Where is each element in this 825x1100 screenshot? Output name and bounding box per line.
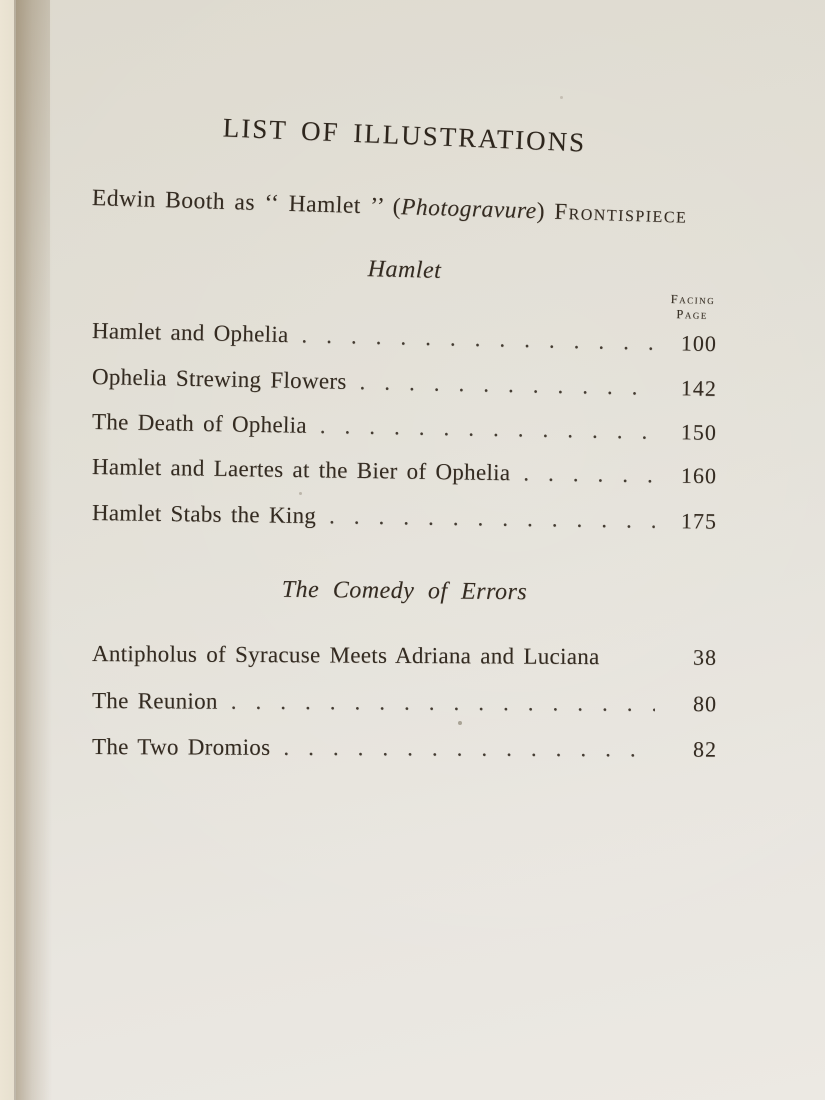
facing-page-number: 160 <box>680 462 718 489</box>
illustration-row <box>92 365 717 400</box>
page-title: LIST OF ILLUSTRATIONS <box>222 112 587 158</box>
paper-speck <box>299 492 302 495</box>
frontispiece-placement: Frontispiece <box>554 198 688 228</box>
section-heading-hamlet: Hamlet <box>367 256 442 284</box>
paper-speck <box>560 96 563 99</box>
illustration-row <box>92 501 717 533</box>
illustration-row <box>92 642 717 669</box>
illustration-row <box>92 735 717 761</box>
illustration-title: Hamlet Stabs the King <box>91 500 317 529</box>
dot-leader <box>320 414 655 443</box>
facing-label-line2: Page <box>676 307 709 322</box>
illustration-row <box>92 689 717 715</box>
dot-leader <box>523 461 655 486</box>
illustration-row <box>92 455 717 487</box>
facing-page-number: 100 <box>680 330 718 357</box>
illustration-title: The Death of Ophelia <box>91 409 308 438</box>
illustration-title: The Two Dromios <box>91 734 271 760</box>
facing-label-line1: Facing <box>670 291 716 307</box>
illustration-title: Hamlet and Laertes at the Bier of Ophelia <box>91 454 511 486</box>
facing-page-number: 80 <box>692 691 718 717</box>
illustration-title: Ophelia Strewing Flowers <box>91 364 347 394</box>
frontispiece-entry <box>92 186 717 229</box>
facing-page-number: 142 <box>680 375 718 401</box>
dot-leader <box>301 323 655 353</box>
facing-page-number: 175 <box>680 508 718 534</box>
facing-page-number: 82 <box>692 736 718 762</box>
binding-gutter-shadow-top <box>16 0 50 420</box>
dot-leader <box>283 736 655 761</box>
frontispiece-text-close: ) <box>536 198 555 225</box>
illustration-row <box>92 319 717 355</box>
facing-page-number: 38 <box>692 644 718 670</box>
illustration-title: Hamlet and Ophelia <box>91 318 289 348</box>
section-heading-comedy-of-errors: The Comedy of Errors <box>281 576 528 606</box>
illustration-row <box>92 410 717 444</box>
dot-leader <box>359 370 655 399</box>
frontispiece-text: Edwin Booth as ‘‘ Hamlet ’’ ( <box>91 185 402 221</box>
illustration-title: The Reunion <box>91 688 218 714</box>
dot-leader <box>231 690 655 715</box>
frontispiece-medium: Photogravure <box>400 194 538 225</box>
paper-speck <box>458 721 462 725</box>
facing-page-number: 150 <box>680 419 718 445</box>
underlying-page-edge <box>0 0 14 1100</box>
dot-leader <box>329 504 655 532</box>
illustration-title: Antipholus of Syracuse Meets Adriana and Luciana <box>91 641 600 670</box>
